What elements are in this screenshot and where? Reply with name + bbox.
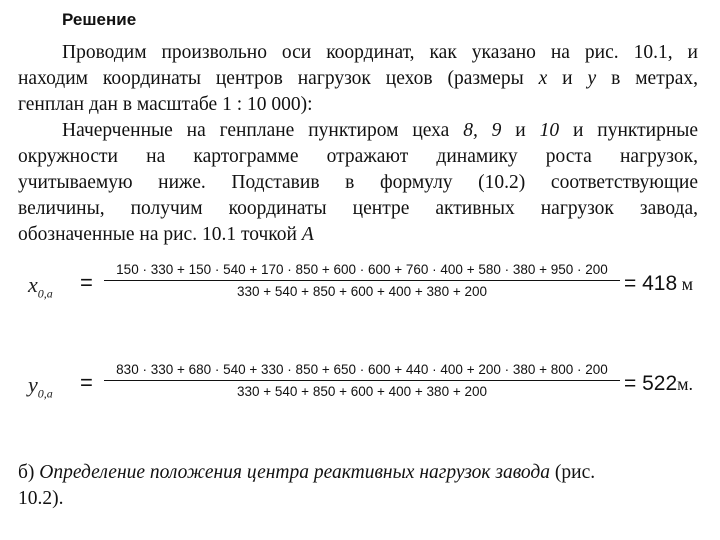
denominator: 330 + 540 + 850 + 600 + 400 + 380 + 200 <box>237 284 487 299</box>
workshop-numbers: 8, 9 <box>463 120 502 141</box>
section-title-italic: Определение положения центра реактивных нагрузок завода <box>39 462 551 483</box>
paragraph-dashed-workshops <box>18 118 698 248</box>
formula-variable: $x_{0,а}$ <box>28 272 53 301</box>
equals-sign: = <box>80 270 93 295</box>
fraction <box>102 262 622 299</box>
paragraph-coordinates <box>18 40 698 118</box>
formula-x-center <box>28 262 718 318</box>
paragraph-line: генплан дан в масштабе 1 : 10 000): <box>18 94 313 115</box>
workshop-number-10: 10 <box>539 120 560 141</box>
paragraph-line: обозначенные на рис. 10.1 точкой A <box>18 224 314 245</box>
paragraph-line: находим координаты центров нагрузок цехов (размеры x и y в метрах, <box>18 68 699 89</box>
formula-y-center <box>28 362 718 418</box>
equals-sign: = <box>80 370 93 395</box>
numerator: 150 · 330 + 150 · 540 + 170 · 850 + 600 · 600 + 760 · 400 + 580 · 380 + 950 · 200 <box>116 262 608 277</box>
paragraph-line: б) Определение положения центра реактивных нагрузок завода (рис. <box>18 462 596 483</box>
formula-variable: $y_{0,а}$ <box>28 372 53 401</box>
paragraph-line: величины, получим координаты центре активных нагрузок завода, <box>18 198 698 219</box>
paragraph-line: 10.2). <box>18 488 64 509</box>
paragraph-line: окружности на картограмме отражают динамику роста нагрузок, <box>18 146 698 167</box>
paragraph-line: Проводим произвольно оси координат, как указано на рис. 10.1, и <box>62 42 698 63</box>
paragraph-reactive-loads <box>18 460 698 512</box>
variable-x: x <box>538 68 548 89</box>
paragraph-line: Начерченные на генплане пунктиром цеха 8, 9 и 10 и пунктирные <box>62 120 699 141</box>
paragraph-line: учитываемую ниже. Подставив в формулу (10.2) соответствующие <box>18 172 698 193</box>
fraction <box>102 362 622 399</box>
formula-result: = 418 м <box>624 272 694 295</box>
numerator: 830 · 330 + 680 · 540 + 330 · 850 + 650 · 600 + 440 · 400 + 200 · 380 + 800 · 200 <box>116 362 608 377</box>
variable-y: y <box>587 68 597 89</box>
solution-heading: Решение <box>62 10 137 29</box>
formula-result: = 522м. <box>624 372 694 395</box>
point-A-label: A <box>301 224 314 245</box>
denominator: 330 + 540 + 850 + 600 + 400 + 380 + 200 <box>237 384 487 399</box>
